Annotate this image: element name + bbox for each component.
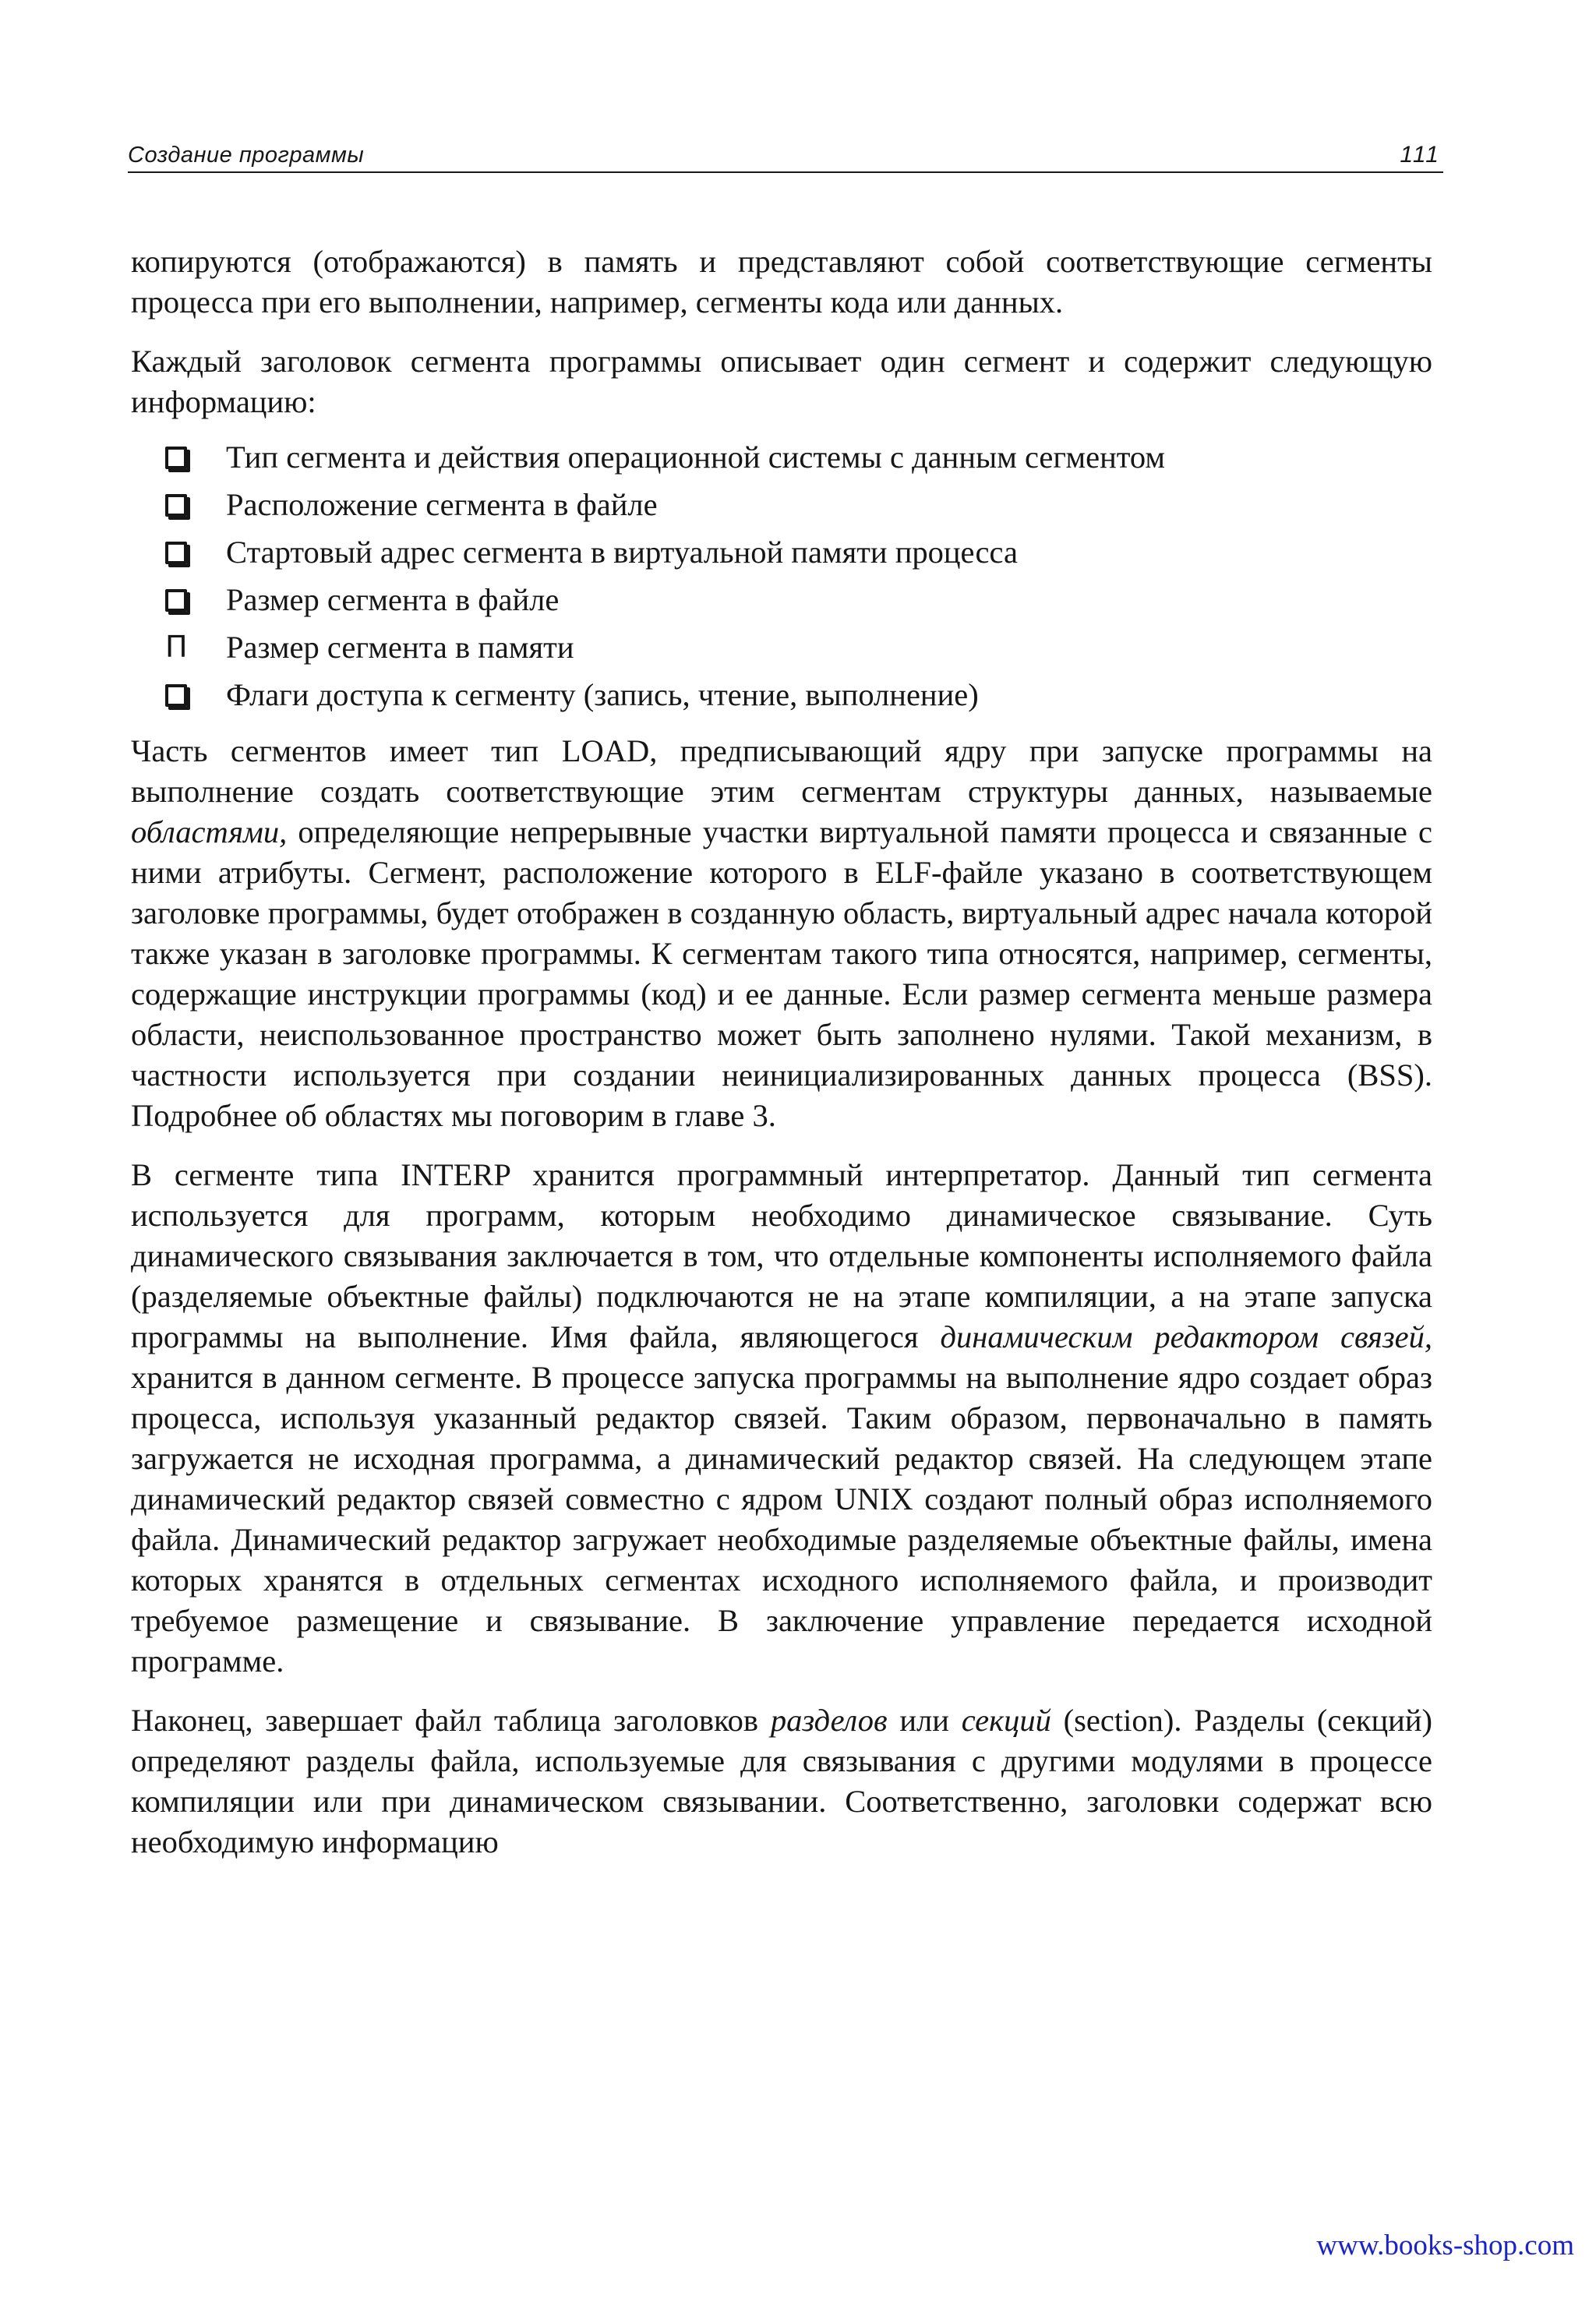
list-item-text: Расположение сегмента в файле <box>226 487 658 522</box>
emphasis-dynamic-linker: динамическим редактором связей, <box>940 1319 1432 1354</box>
list-item <box>131 576 1432 623</box>
paragraph-4 <box>131 1155 1432 1682</box>
list-item-text: Тип сегмента и действия операционной системы с данным сегментом <box>226 440 1166 475</box>
page-number: 111 <box>1400 142 1440 168</box>
checkbox-bullet-icon <box>165 542 187 564</box>
checkbox-bullet-icon <box>165 494 187 517</box>
header-title: Создание программы <box>128 143 365 168</box>
running-header <box>128 137 1443 173</box>
paragraph-5-text-b: (section). Разделы (секций) определяют разделы файла, используемые для связывания с другими модулями в процессе компиляции или при динамическом связывании. Соответственно, заголовки содержат всю необходимую информацию <box>131 1703 1433 1859</box>
list-item-text: Размер сегмента в памяти <box>226 630 574 665</box>
list-item-text: Флаги доступа к сегменту (запись, чтение, выполнение) <box>226 677 979 712</box>
paragraph-3-text-a: Часть сегментов имеет тип LOAD, предписывающий ядру при запуске программы на выполнение создать соответствующие этим сегментам структуры данных, называемые <box>131 733 1432 809</box>
paragraph-3-text-b: определяющие непрерывные участки виртуальной памяти процесса и связанные с ними атрибуты. Сегмент, расположение которого в ELF-файле указано в соответствующем заголовке программы, будет отображен в созданную область, виртуальный адрес начала которой также указан в заголовке программы. К сегментам такого типа относятся, например, сегменты, содержащие инструкции программы (код) и ее данные. Если размер сегмента меньше размера области, неиспользованное пространство может быть заполнено нулями. Такой механизм, в частности используется при создании неинициализированных данных процесса (BSS). Подробнее об областях мы поговорим в главе 3. <box>131 814 1432 1133</box>
paragraph-5 <box>131 1700 1432 1862</box>
paragraph-5-text-a: Наконец, завершает файл таблица заголовков <box>131 1703 771 1738</box>
list-item <box>131 481 1432 528</box>
checkbox-bullet-icon <box>165 589 187 612</box>
emphasis-areas: областями, <box>131 814 288 849</box>
list-item <box>131 433 1432 481</box>
paragraph-4-text-a: В сегменте типа INTERP хранится программный интерпретатор. Данный тип сегмента используется для программ, которым необходимо динамическое связывание. Суть динамического связывания заключается в том, что отдельные компоненты исполняемого файла (разделяемые объектные файлы) подключаются не на этапе компиляции, а на этапе запуска программы на выполнение. Имя файла, являющегося <box>131 1157 1432 1354</box>
emphasis-sections: разделов <box>770 1703 888 1738</box>
list-item <box>131 671 1432 718</box>
page-body <box>131 242 1432 1881</box>
letter-bullet: П <box>165 630 188 664</box>
list-item-text: Размер сегмента в файле <box>226 582 560 617</box>
paragraph-5-text-mid: или <box>887 1703 962 1738</box>
list-item <box>131 528 1432 576</box>
emphasis-sections-alt: секций <box>961 1703 1051 1738</box>
list-item-text: Стартовый адрес сегмента в виртуальной памяти процесса <box>226 535 1018 570</box>
segment-info-list <box>131 433 1432 718</box>
checkbox-bullet-icon <box>165 447 187 469</box>
list-item <box>131 623 1432 671</box>
paragraph-3 <box>131 731 1432 1136</box>
paragraph-2: Каждый заголовок сегмента программы описывает один сегмент и содержит следующую информацию: <box>131 344 1432 419</box>
checkbox-bullet-icon <box>165 684 187 707</box>
paragraph-1: копируются (отображаются) в память и представляют собой соответствующие сегменты процесса при его выполнении, например, сегменты кода или данных. <box>131 244 1432 320</box>
footer-website-link[interactable]: www.books-shop.com <box>1316 2230 1574 2261</box>
paragraph-4-text-b: хранится в данном сегменте. В процессе запуска программы на выполнение ядро создает образ процесса, используя указанный редактор связей. Таким образом, первоначально в память загружается не исходная программа, а динамический редактор связей. На следующем этапе динамический редактор связей совместно с ядром UNIX создают полный образ исполняемого файла. Динамический редактор загружает необходимые разделяемые объектные файлы, имена которых хранятся в отдельных сегментах исходного исполняемого файла, и производит требуемое размещение и связывание. В заключение управление передается исходной программе. <box>131 1360 1432 1679</box>
